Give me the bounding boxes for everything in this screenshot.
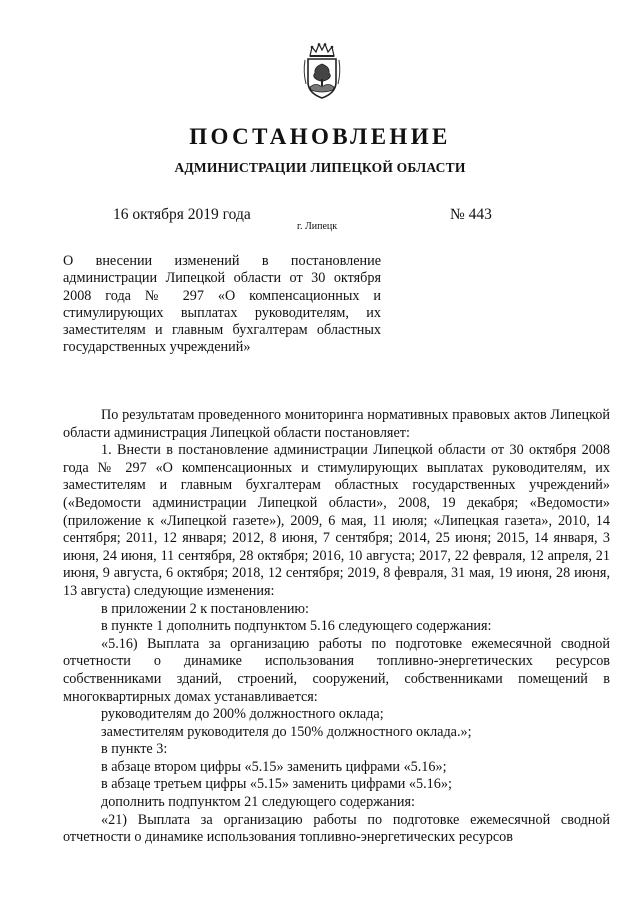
- body-paragraph: в абзаце третьем цифры «5.15» заменить цифрами «5.16»;: [101, 776, 452, 793]
- body-paragraph: заместителям руководителя до 150% должностного оклада.»;: [101, 723, 472, 740]
- document-city: г. Липецк: [297, 221, 338, 232]
- coat-of-arms-icon: [302, 42, 342, 100]
- document-body: [63, 407, 610, 847]
- body-paragraph: в абзаце втором цифры «5.15» заменить цифрами «5.16»;: [101, 758, 447, 775]
- body-paragraph: в пункте 1 дополнить подпунктом 5.16 следующего содержания:: [101, 618, 492, 635]
- body-paragraph: По результатам проведенного мониторинга нормативных правовых актов Липецкой области администрация Липецкой области постановляет:: [63, 407, 610, 441]
- document-title: ПОСТАНОВЛЕНИЕ: [189, 124, 451, 149]
- document-date: 16 октября 2019 года: [113, 206, 251, 223]
- body-paragraph: «5.16) Выплата за организацию работы по подготовке ежемесячной сводной отчетности о динамике использования топливно-энергетических ресурсов собственниками зданий, строений, сооружений, собственниками помещений в многоквартирных домах устанавливается:: [63, 635, 610, 705]
- body-paragraph: дополнить подпунктом 21 следующего содержания:: [101, 794, 415, 811]
- document-number: № 443: [450, 206, 492, 223]
- body-paragraph: руководителям до 200% должностного оклада;: [101, 706, 384, 723]
- body-paragraph: в пункте 3:: [101, 741, 168, 758]
- body-paragraph: в приложении 2 к постановлению:: [101, 600, 309, 617]
- body-paragraph: 1. Внести в постановление администрации Липецкой области от 30 октября 2008 года № 297 «О компенсационных и стимулирующих выплатах руководителям, их заместителям и главным бухгалтерам областных государственных учреждений» («Ведомости администрации Липецкой области», 2008, 19 декабря; «Ведомости» (приложение к «Липецкой газете»), 2009, 6 мая, 11 июля; «Липецкая газета», 2010, 14 сентября; 2011, 12 января; 2012, 8 июня, 7 сентября; 2014, 25 июня; 2015, 14 января, 3 июня, 24 июня, 11 сентября, 28 октября; 2016, 10 августа; 2017, 22 февраля, 12 апреля, 21 июня, 9 августа, 6 октября; 2018, 12 сентября; 2019, 8 февраля, 31 мая, 19 июня, 28 июня, 13 августа) следующие изменения:: [63, 442, 610, 599]
- document-caption: О внесении изменений в постановление администрации Липецкой области от 30 октября 2008 года № 297 «О компенсационных и стимулирующих выплатах руководителям, их заместителям и главным бухгалтерам областных государственных учреждений»: [63, 253, 381, 356]
- document-subtitle: АДМИНИСТРАЦИИ ЛИПЕЦКОЙ ОБЛАСТИ: [174, 160, 466, 175]
- body-paragraph: «21) Выплата за организацию работы по подготовке ежемесячной сводной отчетности о динамике использования топливно-энергетических ресурсов: [63, 811, 610, 846]
